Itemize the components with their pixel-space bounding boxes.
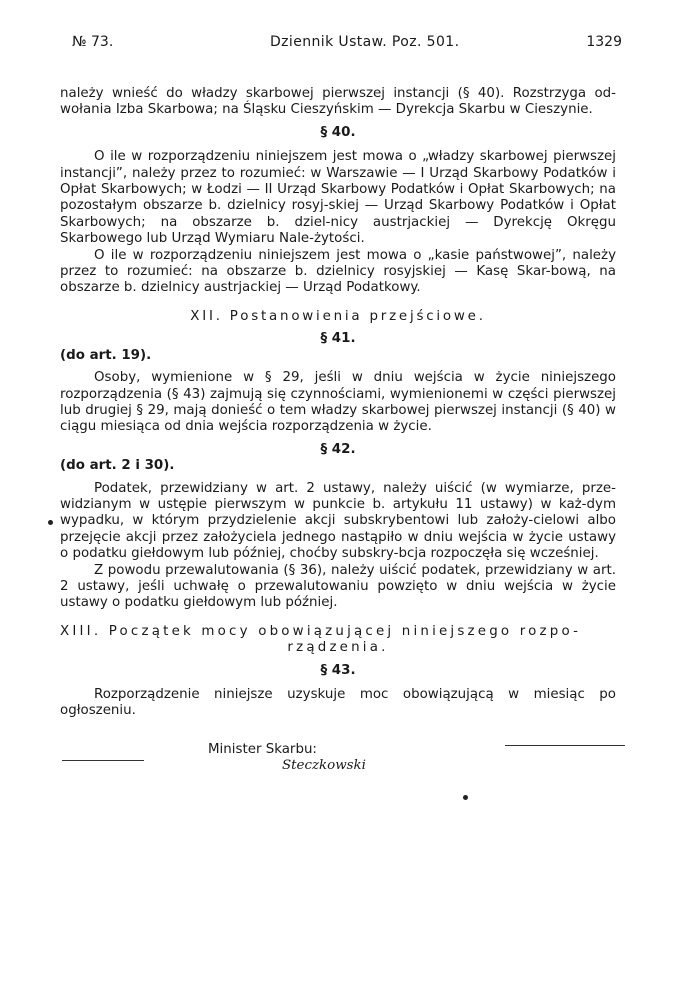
article-reference-19: (do art. 19). [60, 347, 152, 363]
paragraph-42-a: Podatek, przewidziany w art. 2 ustawy, należy uiścić (w wymiarze, prze-widzianym w ustępie pierwszym w punkcie b. artykułu 11 ustawy) w każ-dym wypadku, w którym przydzielenie akcji subskrybentowi lub założy-cielowi albo przejęcie akcji przez założyciela jednego nastąpiło w dniu wejścia w życie ustawy o podatku giełdowym lub później, choćby subskry-bcja rozpoczęła się wcześniej. [60, 480, 616, 562]
document-body [60, 86, 616, 775]
divider-line [505, 745, 625, 746]
paragraph-continuation: należy wnieść do władzy skarbowej pierwszej instancji (§ 40). Rozstrzyga od-wołania Izba Skarbowa; na Śląsku Cieszyńskim — Dyrekcja Skarbu w Cieszynie. [60, 86, 616, 118]
margin-mark [463, 795, 468, 800]
chapter-heading-12: XII. Postanowienia przejściowe. [190, 308, 486, 324]
divider-line [62, 760, 144, 761]
chapter-heading-13-line2: rządzenia. [287, 640, 389, 656]
section-heading-42: § 42. [320, 441, 356, 457]
paragraph-40-b: O ile w rozporządzeniu niniejszem jest mowa o „kasie państwowej”, należy przez to rozumieć: na obszarze b. dzielnicy rosyjskiej — Kasę Skar-bową, na obszarze b. dzielnicy austrjackiej — Urząd Podatkowy. [60, 247, 616, 296]
section-heading-41: § 41. [320, 331, 356, 347]
article-reference-2-30: (do art. 2 i 30). [60, 458, 175, 474]
signature-name: Steczkowski [282, 758, 366, 774]
paragraph-42-b: Z powodu przewalutowania (§ 36), należy uiścić podatek, przewidziany w art. 2 ustawy, jeśli uchwałę o przewalutowaniu powzięto w dniu wejścia w życie ustawy o podatku giełdowym lub później. [60, 562, 616, 611]
section-heading-43: § 43. [320, 662, 356, 678]
paragraph-43: Rozporządzenie niniejsze uzyskuje moc obowiązującą w miesiąc po ogłoszeniu. [60, 687, 616, 719]
page-header [60, 34, 622, 54]
chapter-heading-13-line1: XIII. Początek mocy obowiązującej niniejszego rozpo- [60, 623, 582, 639]
margin-mark [48, 520, 53, 525]
page-number: 1329 [586, 34, 622, 50]
journal-title: Dziennik Ustaw. Poz. 501. [270, 34, 460, 50]
issue-number: № 73. [72, 34, 114, 50]
section-heading-40: § 40. [320, 124, 356, 140]
paragraph-41: Osoby, wymienione w § 29, jeśli w dniu wejścia w życie niniejszego rozporządzenia (§ 43) zajmują się czynnościami, wymienionemi w części pierwszej lub drugiej § 29, mają donieść o tem władzy skarbowej pierwszej instancji (§ 40) w ciągu miesiąca od dnia wejścia rozporządzenia w życie. [60, 370, 616, 435]
signature-role: Minister Skarbu: [208, 741, 317, 757]
paragraph-40-a: O ile w rozporządzeniu niniejszem jest mowa o „władzy skarbowej pierwszej instancji”, należy przez to rozumieć: w Warszawie — I Urząd Skarbowy Podatków i Opłat Skarbowych; w Łodzi — II Urząd Skarbowy Podatków i Opłat Skarbowych; na pozostałym obszarze b. dzielnicy rosyj-skiej — Urząd Skarbowy Podatków i Opłat Skarbowych; na obszarze b. dziel-nicy austrjackiej — Dyrekcję Okręgu Skarbowego lub Urząd Wymiaru Nale-żytości. [60, 149, 616, 247]
